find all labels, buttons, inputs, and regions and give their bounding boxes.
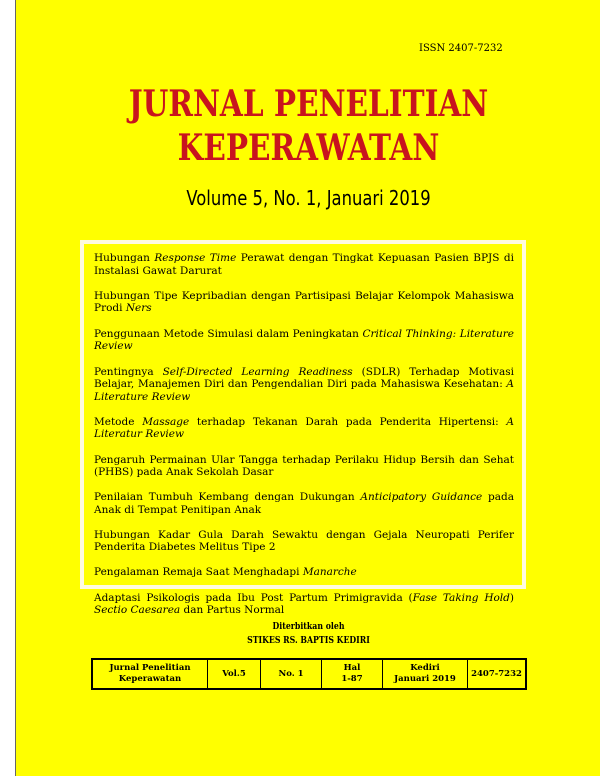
article-1: Hubungan Response Time Perawat dengan Tingkat Kepuasan Pasien BPJS di Instalasi Gawat Darurat: [94, 252, 514, 277]
journal-title-line-1: JURNAL PENELITIAN: [128, 83, 489, 125]
info-cell-journal: Jurnal Penelitian Keperawatan: [93, 660, 208, 688]
info-cell-volume: Vol.5: [208, 660, 261, 688]
article-4: Pentingnya Self-Directed Learning Readiness (SDLR) Terhadap Motivasi Belajar, Manajemen Diri dan Pengendalian Diri pada Mahasiswa Kesehatan: A Literature Review: [94, 365, 514, 403]
info-cell-issn: 2407-7232: [471, 668, 522, 679]
info-cell-pages: Hal 1-87: [322, 660, 383, 688]
journal-info-table: [91, 658, 527, 690]
journal-title-line-2: KEPERAWATAN: [177, 127, 440, 169]
article-6: Pengaruh Permainan Ular Tangga terhadap Perilaku Hidup Bersih dan Sehat (PHBS) pada Anak Sekolah Dasar: [94, 453, 514, 478]
table-of-contents: [80, 240, 526, 616]
info-cell-place-date: Kediri Januari 2019: [383, 660, 468, 688]
article-9: Pengalaman Remaja Saat Menghadapi Manarche: [94, 566, 357, 578]
article-3: Penggunaan Metode Simulasi dalam Peningkatan Critical Thinking: Literature Review: [94, 327, 514, 352]
issn-label: ISSN 2407-7232: [419, 43, 503, 54]
article-2: Hubungan Tipe Kepribadian dengan Partisipasi Belajar Kelompok Mahasiswa Prodi Ners: [94, 289, 514, 314]
journal-cover: [15, 0, 600, 776]
article-8: Hubungan Kadar Gula Darah Sewaktu dengan Gejala Neuropati Perifer Penderita Diabetes Melitus Tipe 2: [94, 528, 514, 553]
article-10: Adaptasi Psikologis pada Ibu Post Partum Primigravida (Fase Taking Hold) Sectio Caesarea dan Partus Normal: [94, 591, 514, 616]
article-7: Penilaian Tumbuh Kembang dengan Dukungan Anticipatory Guidance pada Anak di Tempat Penitipan Anak: [94, 491, 514, 516]
published-by-label: Diterbitkan oleh: [272, 621, 345, 632]
publisher-block: [69, 620, 549, 648]
info-cell-number: No. 1: [261, 660, 322, 688]
publisher-name: STIKES RS. BAPTIS KEDIRI: [247, 635, 370, 646]
volume-label: Volume 5, No. 1, Januari 2019: [186, 186, 431, 210]
article-5: Metode Massage terhadap Tekanan Darah pada Penderita Hipertensi: A Literatur Review: [94, 415, 514, 440]
journal-title: [69, 82, 549, 170]
